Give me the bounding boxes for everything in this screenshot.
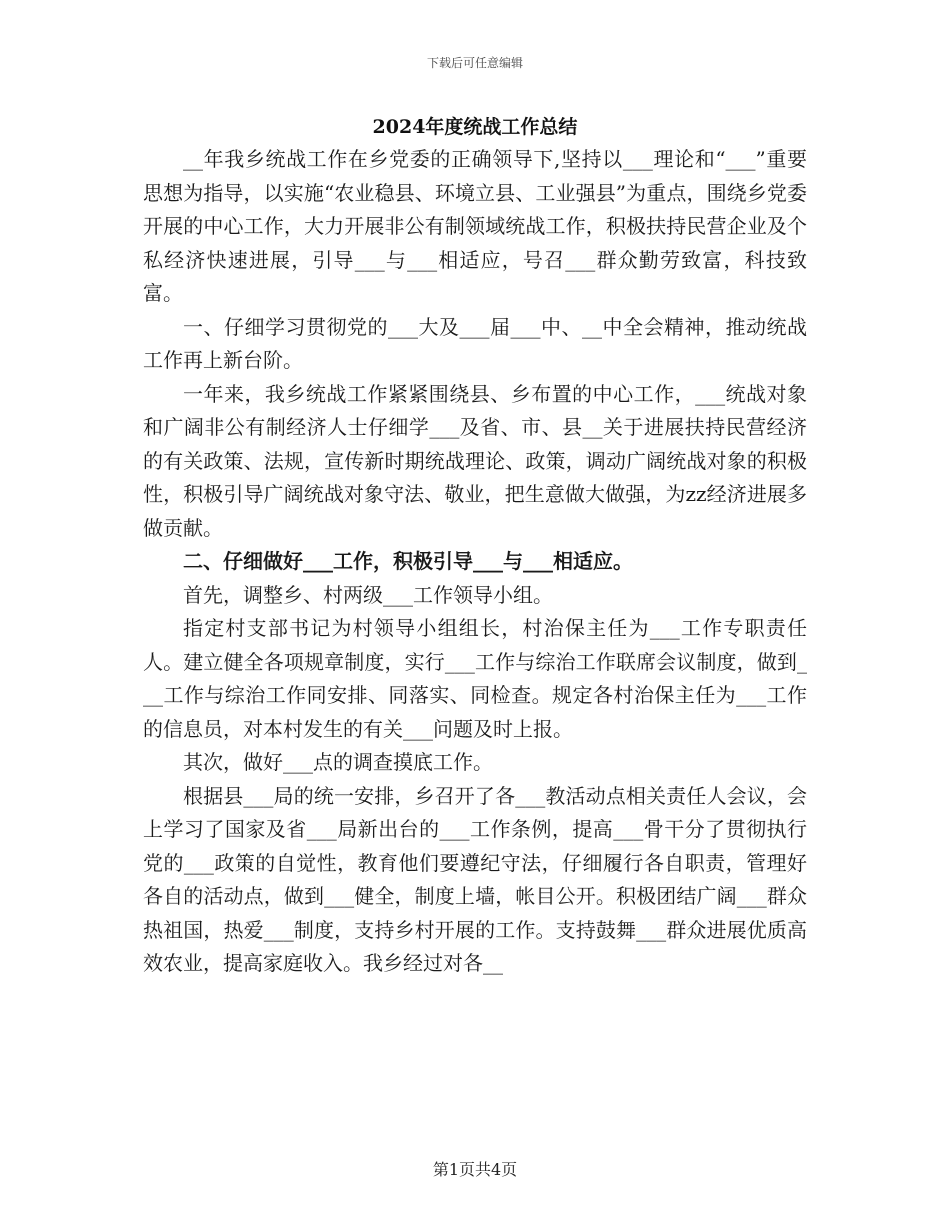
body-paragraph: 其次，做好___点的调查摸底工作。 (183, 750, 493, 774)
page-header-note: 下载后可任意编辑 (426, 56, 523, 70)
body-paragraph: 一、仔细学习贯彻党的___大及___届___中、__中全会精神，推动统战工作再上新台阶。 (143, 314, 807, 372)
section-heading-paragraph: 二、仔细做好___工作，积极引导___与___相适应。 (183, 549, 633, 573)
body-paragraph: 首先，调整乡、村两级___工作领导小组。 (183, 582, 553, 607)
document-body (143, 143, 807, 981)
body-paragraph: 一年来，我乡统战工作紧紧围绕县、乡布置的中心工作，___统战对象和广阔非公有制经济人士仔细学___及省、市、县__关于进展扶持民营经济的有关政策、法规，宣传新时期统战理论、政策，调动广阔统战对象的积极性，积极引导广阔统战对象守法、敬业，把生意做大做强，为zz经济进展多做贡献。 (143, 381, 807, 540)
document-title: 2024年度统战工作总结 (372, 116, 578, 138)
body-paragraph: __年我乡统战工作在乡党委的正确领导下,坚持以___理论和“___”重要思想为指导，以实施“农业稳县、环境立县、工业强县”为重点，围绕乡党委开展的中心工作，大力开展非公有制领域统战工作，积极扶持民营企业及个私经济快速进展，引导___与___相适应，号召___群众勤劳致富，科技致富。 (143, 147, 807, 305)
body-paragraph: 指定村支部书记为村领导小组组长，村治保主任为___工作专职责任人。建立健全各项规章制度，实行___工作与综治工作联席会议制度，做到___工作与综治工作同安排、同落实、同检查。规定各村治保主任为___工作的信息员，对本村发生的有关___问题及时上报。 (143, 616, 807, 741)
body-paragraph: 根据县___局的统一安排，乡召开了各___教活动点相关责任人会议，会上学习了国家及省___局新出台的___工作条例，提高___骨干分了贯彻执行党的___政策的自觉性，教育他们要遵纪守法，仔细履行各自职责，管理好各自的活动点，做到___健全，制度上墙，帐目公开。积极团结广阔___群众热祖国，热爱___制度，支持乡村开展的工作。支持鼓舞___群众进展优质高效农业，提高家庭收入。我乡经过对各__ (143, 783, 807, 975)
page-footer-number: 第1页共4页 (432, 1160, 518, 1179)
